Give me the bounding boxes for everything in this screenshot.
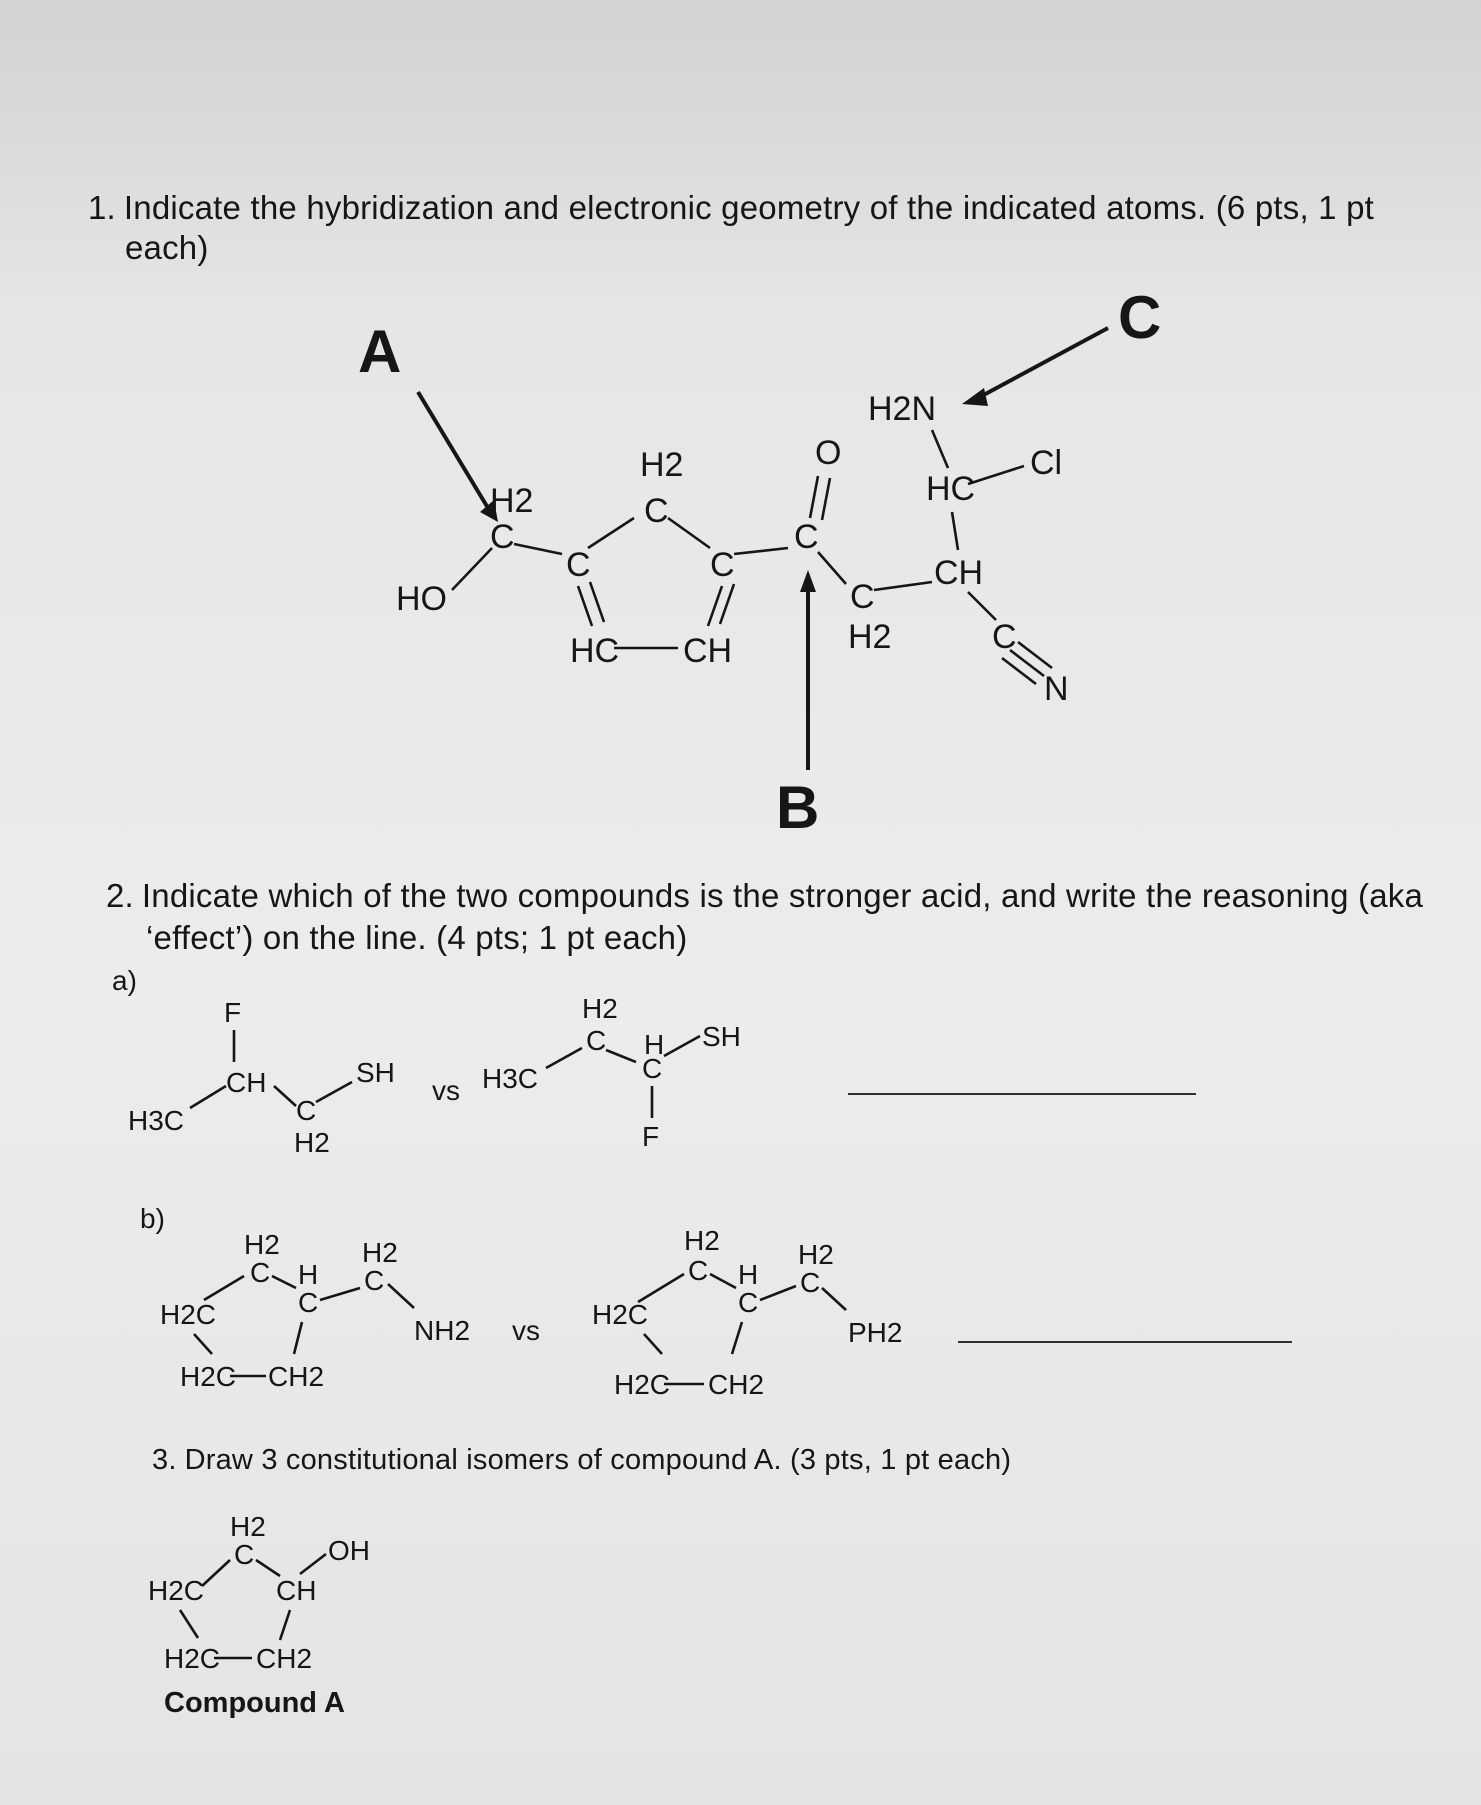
compound-a-c: C (234, 1539, 255, 1570)
question-2-structures (0, 950, 1481, 1410)
q2a-right-c2: C (642, 1053, 663, 1084)
q2a-left-f: F (224, 997, 242, 1028)
atom-h2-ring: H2 (640, 446, 684, 484)
compound-a-label: Compound A (164, 1687, 345, 1719)
q2b-left-c-top: C (250, 1257, 271, 1288)
arrow-a (418, 392, 488, 508)
atom-cl: Cl (1030, 444, 1063, 482)
atom-h2-a: H2 (490, 482, 534, 520)
question-3 (152, 1440, 1252, 1480)
atom-c-ring-left: C (566, 546, 591, 584)
q2a-right-sh: SH (702, 1021, 741, 1052)
q2b-right-ph2: PH2 (848, 1317, 903, 1348)
atom-c-carbonyl: C (794, 518, 819, 556)
question-1-text-line1: Indicate the hybridization and electronic geometry of the indicated atoms. (6 pts, 1 pt (123, 189, 1375, 226)
arrow-c (978, 328, 1108, 398)
q2b-right-h: H (738, 1259, 759, 1290)
q2b-right-ch2-bottom: CH2 (708, 1369, 765, 1400)
arrow-c-head (962, 388, 988, 406)
part-b-label: b) (140, 1203, 165, 1234)
q2a-right-f: F (642, 1121, 660, 1152)
q2b-right-h2-top: H2 (684, 1225, 720, 1256)
molecule-1-structure (0, 0, 1481, 860)
question-2-text-line2: ‘effect’) on the line. (4 pts; 1 pt each) (146, 919, 688, 956)
q2b-left-h2c-bottom: H2C (180, 1361, 237, 1392)
compound-a-ch2: CH2 (256, 1643, 313, 1674)
q2b-vs: vs (512, 1315, 540, 1346)
q2b-right-c-chain: C (800, 1267, 821, 1298)
q2b-left-c-chain: C (364, 1265, 385, 1296)
q2b-left-nh2: NH2 (414, 1315, 471, 1346)
q2a-left-h3c: H3C (128, 1105, 185, 1136)
q2a-right-h2: H2 (582, 993, 618, 1024)
marker-a: A (358, 318, 402, 385)
atom-n-nitrile: N (1044, 670, 1069, 708)
atom-hc-ring: HC (570, 632, 620, 670)
atom-h2n: H2N (868, 390, 937, 428)
atom-h2-ch2: H2 (848, 618, 892, 656)
compound-a-ch: CH (276, 1575, 317, 1606)
question-2-number: 2. (106, 877, 134, 914)
compound-a-h2c: H2C (148, 1575, 205, 1606)
q2b-right-h2c-bottom: H2C (614, 1369, 671, 1400)
q2a-right-h: H (644, 1029, 665, 1060)
question-3-text: Draw 3 constitutional isomers of compound A. (3 pts, 1 pt each) (184, 1444, 1012, 1476)
atom-hc: HC (926, 470, 976, 508)
q2a-right-h3c: H3C (482, 1063, 539, 1094)
question-2-text-line1: Indicate which of the two compounds is the stronger acid, and write the reasoning (aka (141, 877, 1423, 914)
q2b-left-h2c: H2C (160, 1299, 217, 1330)
question-3-number: 3. (152, 1444, 177, 1476)
atom-ch: CH (934, 554, 984, 592)
question-2 (106, 876, 1446, 916)
q2a-left-c: C (296, 1095, 317, 1126)
q2b-right-h2-chain: H2 (798, 1239, 834, 1270)
q2b-right-c-mid: C (738, 1287, 759, 1318)
q2a-left-h2: H2 (294, 1127, 330, 1158)
marker-b: B (776, 774, 820, 841)
compound-a-h2c-bottom: H2C (164, 1643, 221, 1674)
question-1-number: 1. (88, 189, 116, 226)
part-a-label: a) (112, 965, 137, 996)
q2b-left-h2-top: H2 (244, 1229, 280, 1260)
atom-c-nitrile: C (992, 618, 1017, 656)
q2b-left-ch2-bottom: CH2 (268, 1361, 325, 1392)
q2a-vs: vs (432, 1075, 460, 1106)
q2b-left-h: H (298, 1259, 319, 1290)
atom-o: O (815, 434, 842, 472)
q2b-left-c-mid: C (298, 1287, 319, 1318)
atom-c-ch2: C (850, 578, 875, 616)
question-1-text-line2: each) (125, 229, 209, 266)
atom-c-ring-right: C (710, 546, 735, 584)
compound-a-h2: H2 (230, 1511, 266, 1542)
q2b-right-c-top: C (688, 1255, 709, 1286)
atom-ch-ring: CH (683, 632, 733, 670)
q2b-right-h2c: H2C (592, 1299, 649, 1330)
compound-a-oh: OH (328, 1535, 370, 1566)
arrow-b-head (800, 570, 816, 592)
marker-c: C (1118, 284, 1162, 351)
q2a-left-ch: CH (226, 1067, 267, 1098)
q2a-right-c: C (586, 1025, 607, 1056)
q2b-left-h2-chain: H2 (362, 1237, 398, 1268)
atom-ho: HO (396, 580, 447, 618)
q2a-left-sh: SH (356, 1057, 395, 1088)
atom-c-ring-top: C (644, 492, 669, 530)
compound-a-structure (0, 1500, 500, 1740)
atom-c-a: C (490, 518, 515, 556)
